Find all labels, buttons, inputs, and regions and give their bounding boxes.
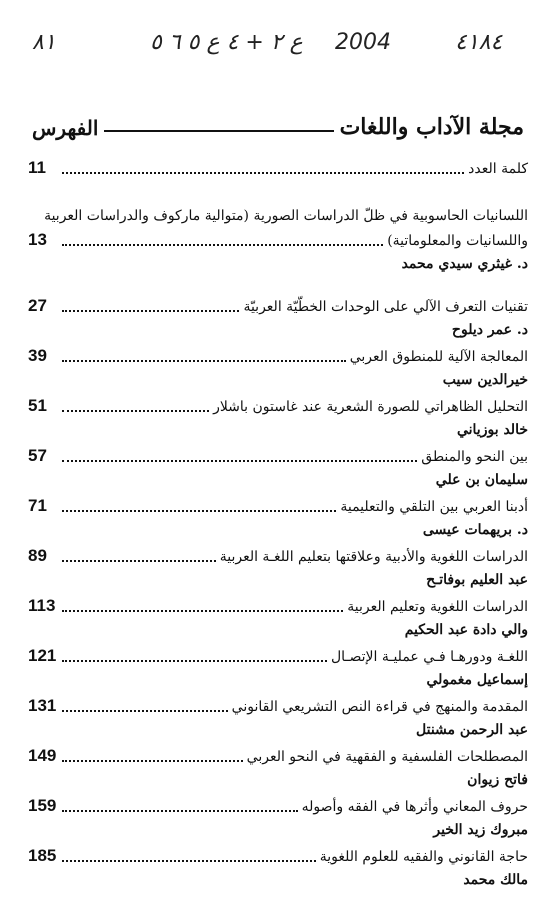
toc-entry[interactable]	[28, 546, 528, 596]
page-number: 27	[28, 296, 47, 315]
toc-entry[interactable]	[28, 646, 528, 696]
page-header	[32, 100, 524, 140]
entry-title[interactable]: اللغـة ودورهـا فـي عمليـة الإتصـال	[330, 649, 528, 665]
entry-author: د. بريهمات عيسى	[422, 522, 528, 538]
handwritten-note: ع ٢ + ٤ ع ٥ ٦ ٥	[150, 30, 303, 55]
page-number: 185	[28, 846, 57, 865]
page-number: 113	[28, 596, 56, 615]
toc-entry[interactable]	[28, 446, 528, 496]
entry-author: د. غيثري سيدي محمد	[401, 256, 528, 272]
entry-author: والي دادة عبد الحكيم	[404, 622, 528, 638]
page-number: 89	[28, 546, 47, 565]
leader-dots	[62, 560, 216, 562]
toc-entry[interactable]	[28, 696, 528, 746]
page-number: 11	[28, 158, 46, 177]
toc-entry[interactable]	[28, 746, 528, 796]
leader-dots	[62, 360, 346, 362]
toc-entry[interactable]	[28, 496, 528, 546]
header-rule	[104, 129, 333, 132]
leader-dots	[62, 460, 417, 462]
toc-entry[interactable]	[28, 596, 528, 646]
entry-title[interactable]: حاجة القانوني والفقيه للعلوم اللغوية	[319, 849, 528, 865]
toc-entry[interactable]	[28, 296, 528, 346]
leader-dots	[62, 244, 383, 246]
leader-dots	[62, 810, 298, 812]
entry-title[interactable]: واللسانيات والمعلوماتية)	[387, 233, 528, 249]
entry-title[interactable]: المقدمة والمنهج في قراءة النص التشريعي القانوني	[231, 699, 528, 715]
leader-dots	[62, 410, 209, 412]
leader-dots	[62, 172, 464, 174]
page-number: 51	[28, 396, 47, 415]
leader-dots	[62, 510, 336, 512]
entry-title[interactable]: الدراسات اللغوية والأدبية وعلاقتها بتعليم اللغـة العربية	[219, 549, 528, 565]
page-number: 159	[28, 796, 57, 815]
handwritten-number: ٤١٨٤	[455, 30, 503, 55]
leader-dots	[62, 860, 316, 862]
toc-entry[interactable]	[28, 796, 528, 846]
entry-author: مالك محمد	[463, 872, 528, 888]
entry-title[interactable]: التحليل الظاهراتي للصورة الشعرية عند غاستون باشلار	[213, 399, 528, 415]
journal-title: مجلة الآداب واللغات	[339, 114, 524, 140]
leader-dots	[62, 610, 343, 612]
toc-entry[interactable]	[28, 396, 528, 446]
leader-dots	[62, 310, 239, 312]
page-number: 121	[28, 646, 57, 665]
entry-author: عبد العليم بوفاتـح	[426, 572, 528, 588]
toc-entry[interactable]	[28, 346, 528, 396]
entry-title-line1[interactable]: اللسانيات الحاسوبية في ظلّ الدراسات الصورية (متوالية ماركوف والدراسات العربية	[44, 208, 528, 224]
entry-author: د. عمر ديلوح	[451, 322, 528, 338]
toc-entry[interactable]	[28, 208, 528, 296]
entry-author: سليمان بن علي	[435, 472, 528, 488]
entry-title[interactable]: أدبنا العربي بين التلقي والتعليمية	[340, 499, 528, 515]
page-number: 131	[28, 696, 57, 715]
toc-entry[interactable]	[28, 158, 528, 208]
entry-title[interactable]: المعالجة الآلية للمنطوق العربي	[349, 349, 528, 365]
entry-author: خالد بوزياني	[456, 422, 528, 438]
leader-dots	[62, 660, 327, 662]
entry-title[interactable]: كلمة العدد	[468, 161, 528, 177]
handwritten-page-number: ٨١	[32, 30, 56, 55]
page-number: 57	[28, 446, 47, 465]
entry-title[interactable]: تقنيات التعرف الآلي على الوحدات الخطّيّة العربيّة	[243, 299, 528, 315]
entry-title[interactable]: الدراسات اللغوية وتعليم العربية	[347, 599, 528, 615]
leader-dots	[62, 710, 228, 712]
entry-author: مبروك زيد الخير	[433, 822, 528, 838]
page-number: 71	[28, 496, 47, 515]
table-of-contents	[28, 158, 528, 896]
entry-title[interactable]: بين النحو والمنطق	[421, 449, 528, 465]
page-number: 13	[28, 230, 47, 249]
entry-title[interactable]: حروف المعاني وأثرها في الفقه وأصوله	[301, 799, 528, 815]
page-number: 39	[28, 346, 47, 365]
toc-entry[interactable]	[28, 846, 528, 896]
page-number: 149	[28, 746, 57, 765]
entry-author: عبد الرحمن مشنتل	[416, 722, 528, 738]
index-title: الفهرس	[32, 116, 99, 140]
entry-author: إسماعيل مغمولي	[426, 672, 528, 688]
leader-dots	[62, 760, 243, 762]
handwritten-year: 2004	[335, 30, 391, 55]
entry-author: فاتح زيوان	[467, 772, 528, 788]
entry-title[interactable]: المصطلحات الفلسفية و الفقهية في النحو العربي	[246, 749, 528, 765]
entry-author: خيرالدين سيب	[442, 372, 528, 388]
